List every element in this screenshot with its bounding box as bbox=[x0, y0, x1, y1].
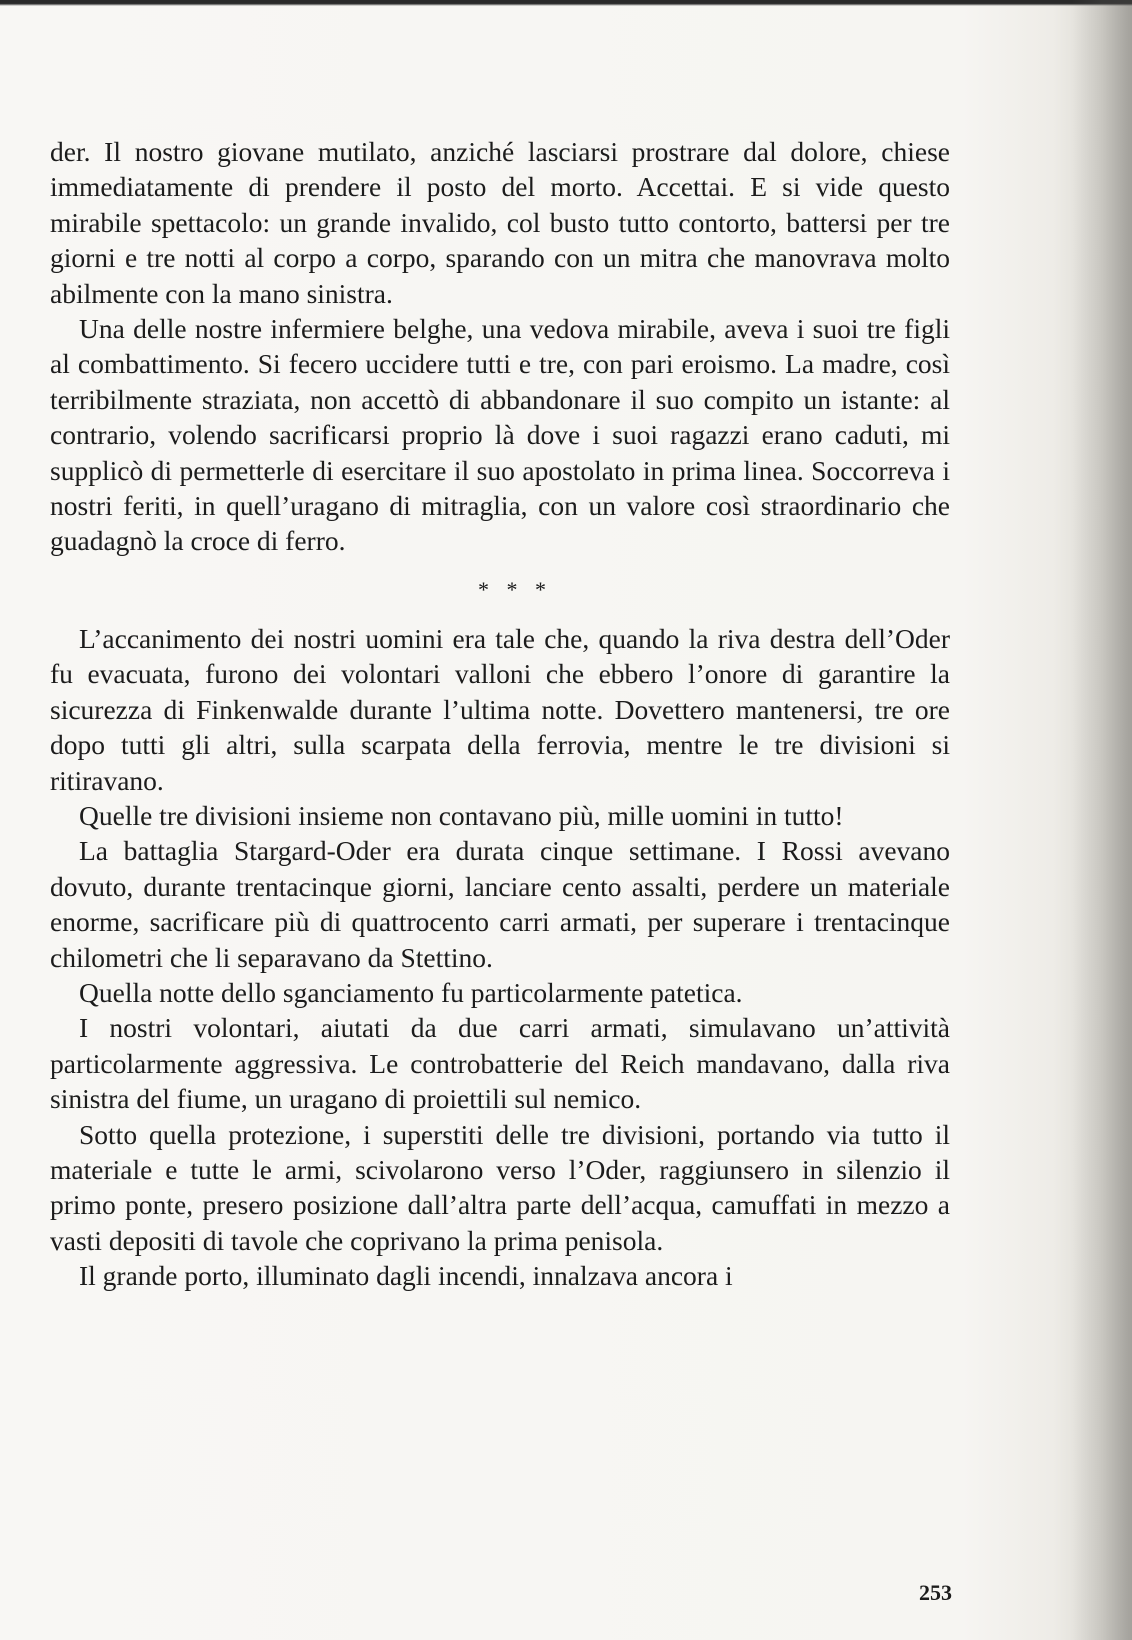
paragraph: I nostri volontari, aiutati da due carri armati, simulavano un’attività particolarmente aggressiva. Le controbatterie del Reich mandavano, dalla riva sinistra del fiume, un uragano di proiettili sul nemico. bbox=[50, 1012, 950, 1115]
paragraph: der. Il nostro giovane mutilato, anziché lasciarsi prostrare dal dolore, chiese immediatamente di prendere il posto del morto. Accettai. E si vide questo mirabile spettacolo: un grande invalido, col busto tutto contorto, battersi per tre giorni e tre notti al corpo a corpo, sparando con un mitra che manovrava molto abilmente con la mano sinistra. bbox=[50, 136, 950, 309]
body-text bbox=[50, 134, 950, 1294]
page-number: 253 bbox=[919, 1580, 952, 1605]
section-break: * * * bbox=[478, 576, 552, 602]
paragraph: Il grande porto, illuminato dagli incendi, innalzava ancora i bbox=[79, 1260, 733, 1292]
paragraph: Una delle nostre infermiere belghe, una vedova mirabile, aveva i suoi tre figli al combattimento. Si fecero uccidere tutti e tre, con pari eroismo. La madre, così terribilmente straziata, non accettò di abbandonare il suo compito un istante: al contrario, volendo sacrificarsi proprio là dove i suoi ragazzi erano caduti, mi supplicò di permetterle di esercitare il suo apostolato in prima linea. Soccorreva i nostri feriti, in quell’uragano di mitraglia, con un valore così straordinario che guadagnò la croce di ferro. bbox=[50, 313, 950, 557]
paragraph: Quelle tre divisioni insieme non contavano più, mille uomini in tutto! bbox=[79, 799, 844, 831]
paragraph: La battaglia Stargard-Oder era durata cinque settimane. I Rossi avevano dovuto, durante trentacinque giorni, lanciare cento assalti, perdere un materiale enorme, sacrificare più di quattrocento carri armati, per superare i trentacinque chilometri che li separavano da Stettino. bbox=[50, 835, 950, 973]
paragraph: Sotto quella protezione, i superstiti delle tre divisioni, portando via tutto il materiale e tutte le armi, scivolarono verso l’Oder, raggiunsero in silenzio il primo ponte, presero posizione dall’altra parte dell’acqua, camuffati in mezzo a vasti depositi di tavole che coprivano la prima penisola. bbox=[50, 1118, 950, 1256]
paragraph: L’accanimento dei nostri uomini era tale che, quando la riva destra dell’Oder fu evacuata, furono dei volontari valloni che ebbero l’onore di garantire la sicurezza di Finkenwalde durante l’ultima notte. Dovettero mantenersi, tre ore dopo tutti gli altri, sulla scarpata della ferrovia, mentre le tre divisioni si ritiravano. bbox=[50, 622, 950, 796]
paragraph: Quella notte dello sganciamento fu particolarmente patetica. bbox=[79, 976, 743, 1008]
scan-top-edge bbox=[0, 0, 1132, 6]
page-edge-shadow bbox=[1072, 0, 1132, 1640]
